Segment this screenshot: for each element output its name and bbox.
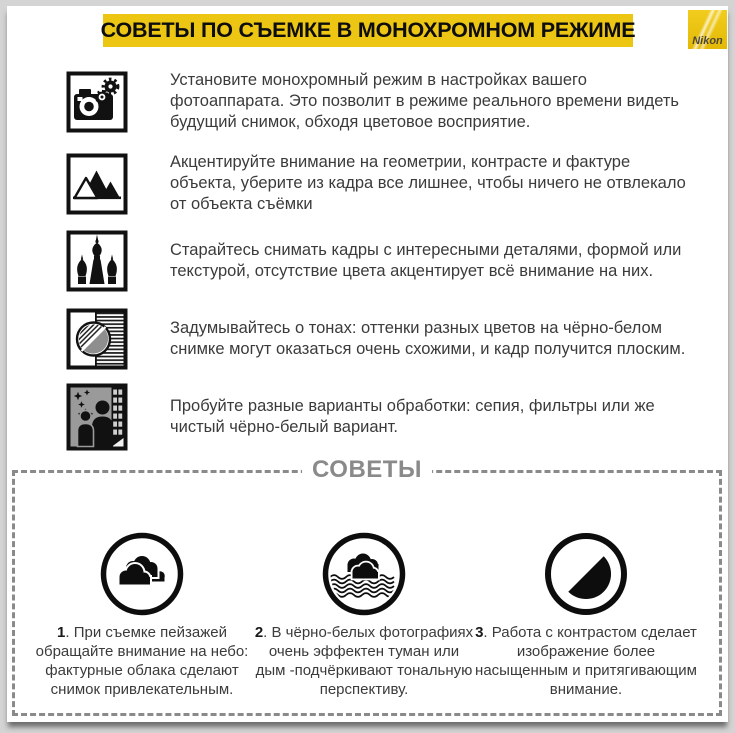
tip-text: Установите монохромный режим в настройках вашего фотоаппарата. Это позволит в режиме реального времени видеть будущий снимок, обходя цветовое восприятие. [170,71,680,131]
tip-text: Задумывайтесь о тонах: оттенки разных цветов на чёрно-белом снимке могут оказаться очень схожими, и кадр получится плоским. [170,319,686,358]
clouds-icon [99,531,185,617]
tip-column-fog [253,531,475,699]
tip-text: 1. При съемке пейзажей обращайте внимание на небо: фактурные облака сделают снимок привлекательным. [35,624,249,698]
tip-text: Акцентируйте внимание на геометрии, контрасте и фактуре объекта, уберите из кадра все лишнее, чтобы ничего не отвлекало от объекта съёмки [170,153,686,213]
tip-column-contrast [475,531,697,699]
tip-row-geometry [66,152,706,215]
tips-box-title: СОВЕТЫ [302,456,432,484]
tips-box [12,456,722,716]
nikon-logo [688,10,727,49]
tip-text: Пробуйте разные варианты обработки: сепия, фильтры или же чистый чёрно-белый вариант. [170,397,655,436]
tips-columns [15,473,719,699]
camera-settings-icon [66,71,128,133]
tip-column-clouds [31,531,253,699]
nikon-logo-label: Nikon [692,35,723,47]
tones-circle-icon [66,308,128,370]
tip-text: Старайтесь снимать кадры с интересными деталями, формой или текстурой, отсутствие цвета акцентирует всё внимание на них. [170,241,682,280]
tip-row-processing [66,383,706,451]
tip-row-monochrome-mode [66,70,706,133]
tip-row-tones [66,308,706,370]
page-title: СОВЕТЫ ПО СЪЕМКЕ В МОНОХРОМНОМ РЕЖИМЕ [100,18,636,42]
fog-clouds-icon [321,531,407,617]
cathedral-icon [66,230,128,292]
processing-couple-icon [66,383,128,451]
poster-card [7,6,728,722]
tip-text: 3. Работа с контрастом сделает изображение более насыщенным и притягивающим внимание. [475,624,697,698]
header-bar [100,14,636,47]
contrast-icon [543,531,629,617]
tip-text: 2. В чёрно-белых фотографиях очень эффектен туман или дым -подчёркивают тональную перспективу. [254,624,474,698]
tip-row-details [66,230,706,292]
mountains-photo-icon [66,153,128,215]
